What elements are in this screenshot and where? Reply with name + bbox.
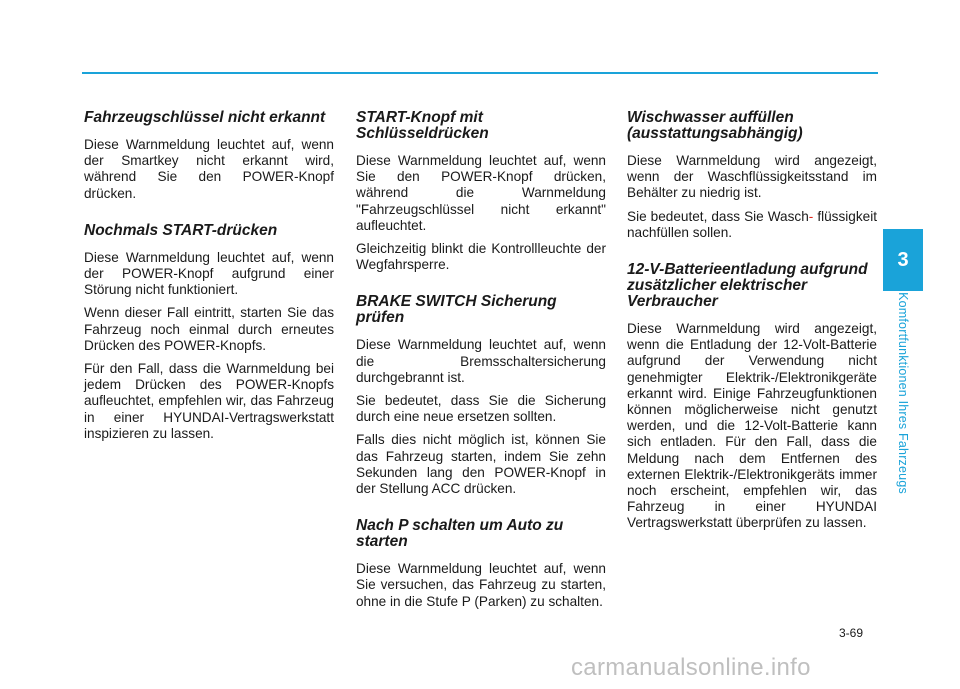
- chapter-side-label: [884, 292, 922, 494]
- paragraph: [627, 209, 877, 241]
- heading-battery-discharge: 12-V-Batterieentladung aufgrund zusätzlicher elektrischer Verbraucher: [627, 261, 868, 311]
- chapter-number: 3: [897, 248, 909, 271]
- paragraph: Sie bedeutet, dass Sie die Sicherung durch eine neue ersetzen sollten.: [356, 393, 606, 425]
- watermark: carmanualsonline.info: [571, 654, 811, 681]
- paragraph: Diese Warnmeldung leuchtet auf, wenn Sie den POWER-Knopf drücken, während die Warnmeldung "Fahrzeugschlüssel nicht erkannt" aufleuchtet.: [356, 153, 606, 233]
- chapter-tab: [883, 229, 923, 291]
- paragraph: Wenn dieser Fall eintritt, starten Sie das Fahrzeug noch einmal durch erneutes Drücken des POWER-Knopfs.: [84, 305, 334, 353]
- paragraph: Diese Warnmeldung leuchtet auf, wenn Sie versuchen, das Fahrzeug zu starten, ohne in die Stufe P (Parken) zu schalten.: [356, 561, 606, 609]
- paragraph: Gleichzeitig blinkt die Kontrollleuchte der Wegfahrsperre.: [356, 241, 606, 273]
- page-number: 3-69: [839, 626, 864, 640]
- paragraph: Diese Warnmeldung wird angezeigt, wenn der Waschflüssigkeitsstand im Behälter zu niedrig ist.: [627, 153, 877, 201]
- column-2: [356, 110, 606, 617]
- paragraph: Diese Warnmeldung leuchtet auf, wenn der POWER-Knopf aufgrund einer Störung nicht funktioniert.: [84, 249, 334, 298]
- heading-washer-fluid: Wischwasser auffüllen (ausstattungsabhängig): [627, 109, 803, 142]
- heading-brake-switch-fuse: BRAKE SWITCH Sicherung prüfen: [356, 293, 557, 327]
- chapter-title: Komfortfunktionen Ihres Fahrzeugs: [896, 292, 910, 494]
- heading-shift-to-p: Nach P schalten um Auto zu starten: [356, 517, 564, 551]
- paragraph: Diese Warnmeldung wird angezeigt, wenn die Entladung der 12-Volt-Batterie aufgrund der Verwendung nicht genehmigter Elektrik-/Elektronikgeräte erkannt wird. Einige Fahrzeugfunktionen können möglicherweise nicht genutzt werden, und die 12-Volt-Batterie kann sich entladen. Für den Fall, dass die Meldung nach dem Entfernen des externen Elektrik-/Elektronikgeräts immer noch erscheint, empfehlen wir, das Fahrzeug in einer HYUNDAI Vertragswerkstatt überprüfen zu lassen.: [627, 321, 877, 531]
- hyphen-mark: -: [808, 208, 814, 224]
- text-part: flüssigkeit nachfüllen sollen.: [627, 208, 877, 240]
- column-3: [627, 110, 877, 539]
- heading-key-not-detected: Fahrzeugschlüssel nicht erkannt: [84, 109, 326, 126]
- paragraph: Für den Fall, dass die Warnmeldung bei jedem Drücken des POWER-Knopfs aufleuchtet, empfehlen wir, das Fahrzeug in einer HYUNDAI-Vertragswerkstatt inspizieren zu lassen.: [84, 361, 334, 441]
- heading-start-button-with-key: START-Knopf mit Schlüsseldrücken: [356, 109, 489, 142]
- top-rule: [82, 72, 878, 74]
- column-1: [84, 110, 334, 449]
- heading-press-start-again: Nochmals START-drücken: [84, 221, 278, 239]
- paragraph: Falls dies nicht möglich ist, können Sie das Fahrzeug starten, indem Sie zehn Sekunden lang den POWER-Knopf in der Stellung ACC drücken.: [356, 432, 606, 497]
- paragraph: Diese Warnmeldung leuchtet auf, wenn der Smartkey nicht erkannt wird, während Sie den POWER-Knopf drücken.: [84, 137, 334, 201]
- text-part: Sie bedeutet, dass Sie Wasch: [627, 208, 809, 224]
- paragraph: Diese Warnmeldung leuchtet auf, wenn die Bremsschaltersicherung durchgebrannt ist.: [356, 337, 606, 385]
